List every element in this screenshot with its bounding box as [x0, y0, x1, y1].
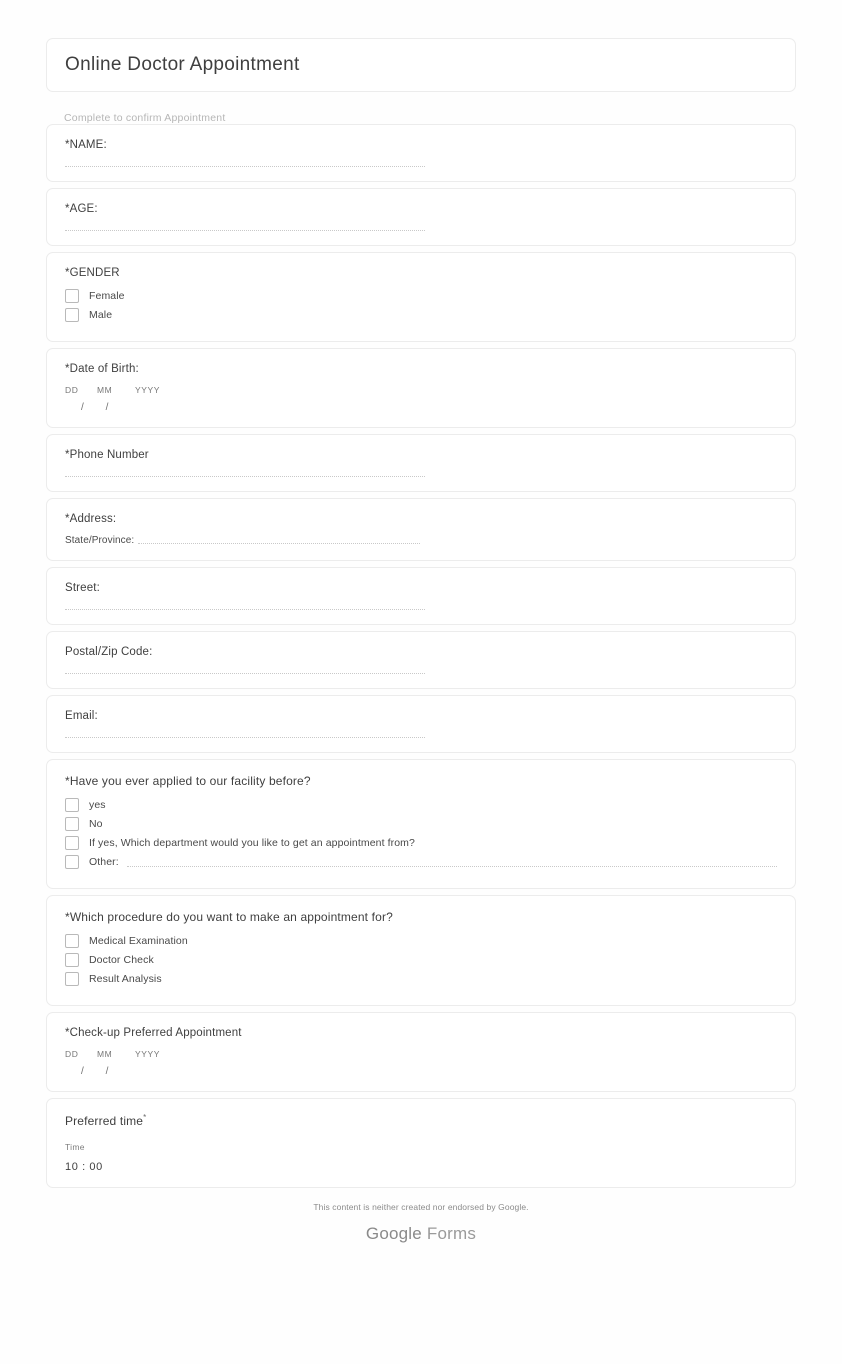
other-input[interactable]: [127, 865, 777, 867]
question-street: [46, 567, 796, 625]
form-title-card: [46, 38, 796, 92]
checkup-date-headers: [65, 1049, 777, 1059]
applied-option-no[interactable]: [65, 817, 777, 831]
question-applied-before: [46, 759, 796, 889]
checkbox-icon[interactable]: [65, 308, 79, 322]
google-forms-logo: [46, 1224, 796, 1244]
procedure-option-label: Result Analysis: [89, 973, 162, 985]
google-wordmark: Google: [365, 1224, 422, 1243]
state-province-label: State/Province:: [65, 535, 135, 546]
checkup-dd-header: DD: [65, 1049, 79, 1059]
checkup-date-label: *Check-up Preferred Appointment: [65, 1027, 242, 1039]
state-province-input[interactable]: [138, 542, 420, 544]
checkbox-icon[interactable]: [65, 934, 79, 948]
address-state-row: [65, 535, 777, 546]
gender-option-label: Female: [89, 290, 125, 302]
applied-option-label: yes: [89, 799, 106, 811]
checkup-yyyy-header: YYYY: [135, 1049, 161, 1059]
street-label: Street:: [65, 582, 100, 594]
time-input[interactable]: 10 : 00: [65, 1161, 103, 1173]
question-preferred-time: [46, 1098, 796, 1188]
applied-before-label: *Have you ever applied to our facility before?: [65, 774, 311, 788]
page-title: Online Doctor Appointment: [65, 54, 300, 75]
dob-label: *Date of Birth:: [65, 363, 139, 375]
checkbox-icon[interactable]: [65, 836, 79, 850]
email-input[interactable]: [65, 736, 425, 738]
dob-dd-header: DD: [65, 385, 79, 395]
google-disclaimer: This content is neither created nor endorsed by Google.: [313, 1202, 529, 1212]
checkbox-icon[interactable]: [65, 953, 79, 967]
forms-wordmark: Forms: [426, 1224, 477, 1243]
question-checkup-date: [46, 1012, 796, 1092]
time-sub-label: Time: [65, 1142, 85, 1152]
applied-option-yes[interactable]: [65, 798, 777, 812]
phone-label: *Phone Number: [65, 449, 149, 461]
question-address: [46, 498, 796, 561]
gender-label: *GENDER: [65, 267, 120, 279]
checkup-separator-2: /: [105, 1066, 109, 1077]
question-postal-code: [46, 631, 796, 689]
procedure-option-label: Medical Examination: [89, 935, 188, 947]
procedure-option-label: Doctor Check: [89, 954, 154, 966]
email-label: Email:: [65, 710, 98, 722]
checkup-date-input[interactable]: [65, 1066, 777, 1077]
question-phone: [46, 434, 796, 492]
procedure-option-doctor-check[interactable]: [65, 953, 777, 967]
address-label: *Address:: [65, 513, 117, 525]
checkbox-icon[interactable]: [65, 289, 79, 303]
dob-separator-1: /: [81, 402, 85, 413]
name-input[interactable]: [65, 165, 425, 167]
required-marker: *: [143, 1113, 147, 1122]
age-label: *AGE:: [65, 203, 98, 215]
question-name: [46, 124, 796, 182]
dob-input[interactable]: [65, 402, 777, 413]
name-label: *NAME:: [65, 139, 107, 151]
postal-label: Postal/Zip Code:: [65, 646, 153, 658]
street-input[interactable]: [65, 608, 425, 610]
applied-option-department[interactable]: [65, 836, 777, 850]
procedure-option-medical-examination[interactable]: [65, 934, 777, 948]
form-subtitle: Complete to confirm Appointment: [64, 112, 226, 124]
checkbox-icon[interactable]: [65, 972, 79, 986]
gender-option-female[interactable]: [65, 289, 777, 303]
gender-option-label: Male: [89, 309, 113, 321]
applied-option-label: If yes, Which department would you like to get an appointment from?: [89, 837, 415, 849]
form-container: [46, 38, 796, 1244]
applied-option-label: No: [89, 818, 103, 830]
checkbox-icon[interactable]: [65, 817, 79, 831]
dob-separator-2: /: [105, 402, 109, 413]
gender-option-male[interactable]: [65, 308, 777, 322]
question-email: [46, 695, 796, 753]
dob-headers: [65, 385, 777, 395]
applied-option-other[interactable]: [65, 855, 777, 869]
other-label: Other:: [89, 856, 119, 868]
checkbox-icon[interactable]: [65, 798, 79, 812]
question-gender: [46, 252, 796, 342]
phone-input[interactable]: [65, 475, 425, 477]
dob-yyyy-header: YYYY: [135, 385, 161, 395]
question-date-of-birth: [46, 348, 796, 428]
checkup-separator-1: /: [81, 1066, 85, 1077]
procedure-label: *Which procedure do you want to make an appointment for?: [65, 910, 393, 924]
postal-input[interactable]: [65, 672, 425, 674]
procedure-option-result-analysis[interactable]: [65, 972, 777, 986]
preferred-time-label: [65, 1113, 777, 1128]
preferred-time-text: Preferred time: [65, 1114, 144, 1128]
dob-mm-header: MM: [97, 385, 113, 395]
question-age: [46, 188, 796, 246]
question-procedure: [46, 895, 796, 1006]
age-input[interactable]: [65, 229, 425, 231]
checkup-mm-header: MM: [97, 1049, 113, 1059]
checkbox-icon[interactable]: [65, 855, 79, 869]
